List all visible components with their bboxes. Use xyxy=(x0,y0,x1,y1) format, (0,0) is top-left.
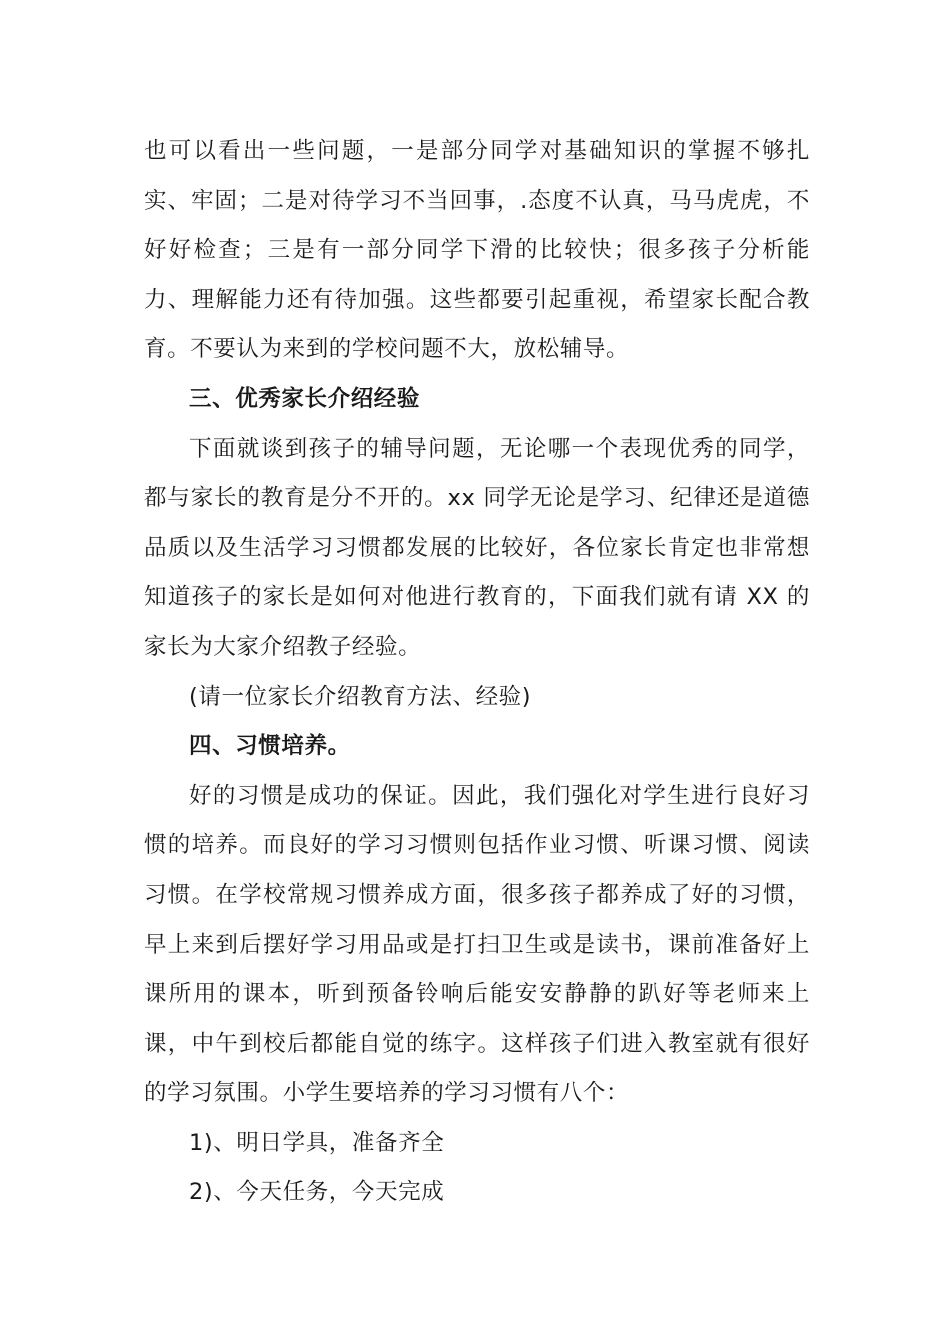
paragraph-parent-note: (请一位家长介绍教育方法、经验) xyxy=(189,683,532,710)
list-item-habit-1: 1)、明日学具，准备齐全 xyxy=(189,1129,445,1156)
list-item-habit-2: 2)、今天任务，今天完成 xyxy=(189,1179,445,1206)
heading-habit-training: 四、习惯培养。 xyxy=(189,733,351,760)
paragraph-habits: 好的习惯是成功的保证。因此，我们强化对学生进行良好习惯的培养。而良好的学习习惯则包括作业习惯、听课习惯、阅读习惯。在学校常规习惯养成方面，很多孩子都养成了好的习惯，早上来到后摆好学习用品或是打扫卫生或是读书，课前准备好上课所用的课本，听到预备铃响后能安安静静的趴好等老师来上课，中午到校后都能自觉的练字。这样孩子们进入教室就有很好的学习氛围。小学生要培养的学习习惯有八个： xyxy=(144,782,810,1107)
heading-parent-experience: 三、优秀家长介绍经验 xyxy=(189,385,421,412)
paragraph-tutoring: 下面就谈到孩子的辅导问题，无论哪一个表现优秀的同学，都与家长的教育是分不开的。xx 同学无论是学习、纪律还是道德品质以及生活学习习惯都发展的比较好，各位家长肯定也非常想知道孩子的家长是如何对他进行教育的，下面我们就有请 XX 的家长为大家介绍教子经验。 xyxy=(144,435,810,660)
paragraph-problems: 也可以看出一些问题，一是部分同学对基础知识的掌握不够扎实、牢固；二是对待学习不当回事，.态度不认真，马马虎虎，不好好检查；三是有一部分同学下滑的比较快；很多孩子分析能力、理解能力还有待加强。这些都要引起重视，希望家长配合教育。不要认为来到的学校问题不大，放松辅导。 xyxy=(144,138,810,363)
document-body xyxy=(144,127,810,1218)
